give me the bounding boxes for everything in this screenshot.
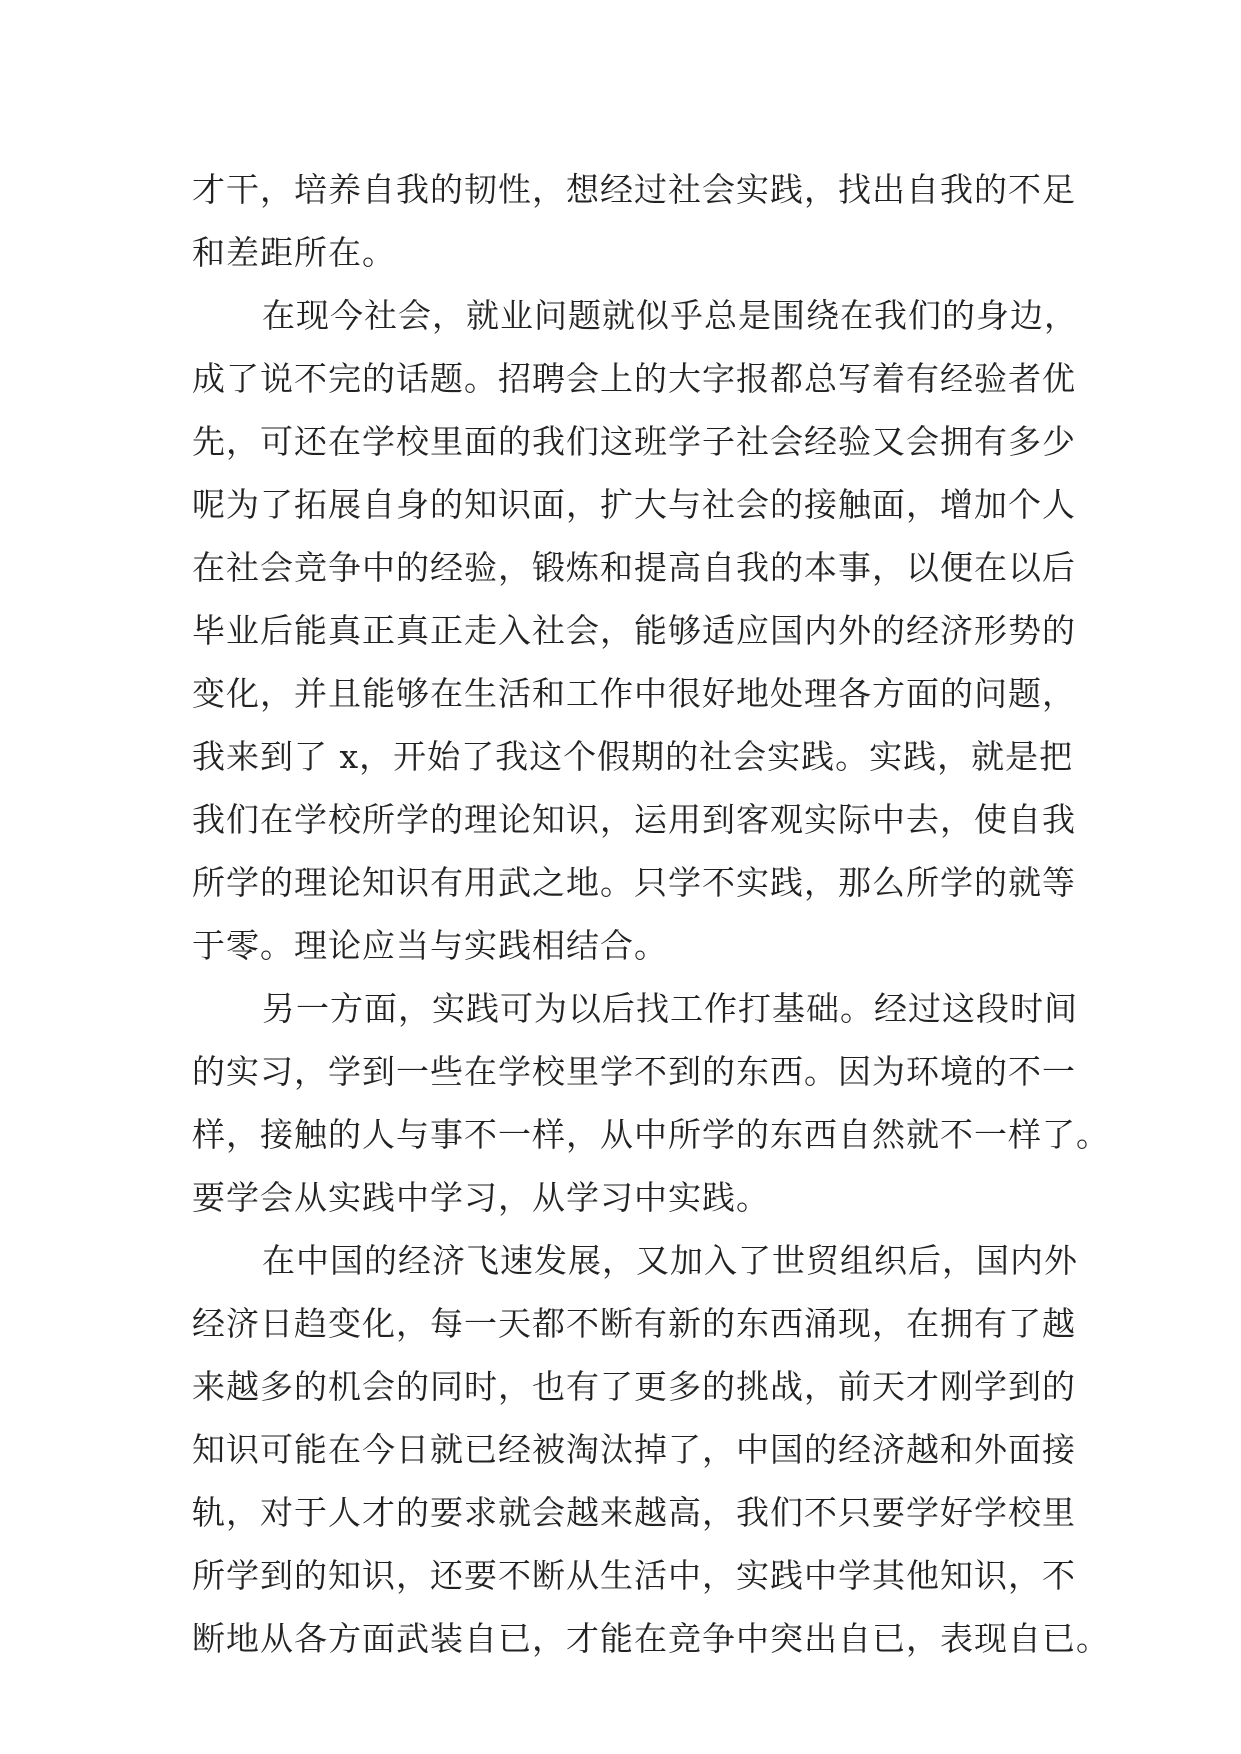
- text-line: 所学的理论知识有用武之地。只学不实践，那么所学的就等: [192, 863, 1076, 902]
- text-line: 呢为了拓展自身的知识面，扩大与社会的接触面，增加个人: [192, 485, 1076, 524]
- text-line: 才干，培养自我的韧性，想经过社会实践，找出自我的不足: [192, 170, 1076, 209]
- body-text: [192, 158, 1110, 1670]
- text-line: 我们在学校所学的理论知识，运用到客观实际中去，使自我: [192, 800, 1076, 839]
- text-line: 我来到了 x，开始了我这个假期的社会实践。实践，就是把: [192, 737, 1074, 776]
- text-line: 变化，并且能够在生活和工作中很好地处理各方面的问题，: [192, 674, 1076, 713]
- text-line: 知识可能在今日就已经被淘汰掉了，中国的经济越和外面接: [192, 1430, 1076, 1469]
- text-line: 断地从各方面武装自已，才能在竞争中突出自已，表现自已。: [192, 1619, 1110, 1658]
- text-line: 来越多的机会的同时，也有了更多的挑战，前天才刚学到的: [192, 1367, 1076, 1406]
- paragraph-first-line: 在中国的经济飞速发展，又加入了世贸组织后，国内外: [262, 1241, 1078, 1280]
- text-line: 成了说不完的话题。招聘会上的大字报都总写着有经验者优: [192, 359, 1076, 398]
- text-line: 经济日趋变化，每一天都不断有新的东西涌现，在拥有了越: [192, 1304, 1076, 1343]
- text-line: 要学会从实践中学习，从学习中实践。: [192, 1178, 770, 1217]
- text-line: 和差距所在。: [192, 233, 396, 272]
- text-line: 轨，对于人才的要求就会越来越高，我们不只要学好学校里: [192, 1493, 1076, 1532]
- text-line: 样，接触的人与事不一样，从中所学的东西自然就不一样了。: [192, 1115, 1110, 1154]
- text-line: 毕业后能真正真正走入社会，能够适应国内外的经济形势的: [192, 611, 1076, 650]
- paragraph-first-line: 另一方面，实践可为以后找工作打基础。经过这段时间: [262, 989, 1078, 1028]
- text-line: 在社会竞争中的经验，锻炼和提高自我的本事，以便在以后: [192, 548, 1076, 587]
- text-line: 所学到的知识，还要不断从生活中，实践中学其他知识，不: [192, 1556, 1076, 1595]
- text-line: 于零。理论应当与实践相结合。: [192, 926, 668, 965]
- text-line: 先，可还在学校里面的我们这班学子社会经验又会拥有多少: [192, 422, 1076, 461]
- paragraph-first-line: 在现今社会，就业问题就似乎总是围绕在我们的身边，: [262, 296, 1078, 335]
- text-line: 的实习，学到一些在学校里学不到的东西。因为环境的不一: [192, 1052, 1076, 1091]
